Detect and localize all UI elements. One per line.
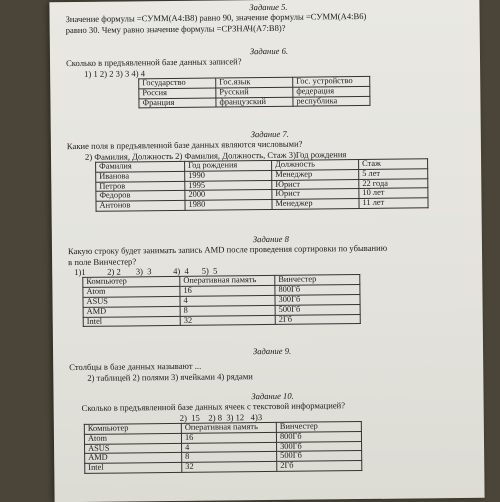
table-cell: Год рождения (185, 160, 272, 171)
table-cell: Юрист (272, 179, 359, 190)
task-8-title: Задание 8 (252, 233, 289, 245)
table-cell: ASUS (85, 443, 182, 454)
task-9-title: Задание 9. (252, 345, 292, 357)
task-8-line-1: Какую строку будет занимать запись AMD после проведения сортировки по убыванию (67, 243, 388, 257)
table-cell: 8 (180, 305, 275, 316)
table-cell: Компьютер (83, 277, 180, 288)
table-cell: Intel (85, 463, 182, 474)
table-cell: Федоров (96, 191, 185, 202)
task-5-line-1: Значение формулы =СУММ(A4:B8) равно 90, значение формулы =СУММ(A4:B6) (65, 11, 367, 25)
table-cell: 1980 (185, 200, 272, 211)
table-cell: Оперативная память (180, 276, 275, 287)
task-8-options: 1)1 2) 2 3) 3 4) 4 5) 5 (74, 265, 218, 277)
task-10-table (84, 421, 363, 474)
table-cell: Русский (216, 87, 293, 98)
table-cell: федерация (293, 86, 370, 97)
table-cell: Винчестер (275, 275, 360, 286)
task-7-question: Какие поля в предъявленной базе данных являются числовыми? (66, 138, 303, 152)
table-cell: 5 лет (359, 169, 428, 180)
table-cell: 10 лет (359, 188, 428, 199)
table-cell: 4 (182, 442, 277, 453)
task-10 (69, 388, 476, 474)
task-8 (68, 231, 475, 328)
table-cell: Стаж (359, 159, 428, 170)
task-9 (69, 343, 475, 383)
table-cell: 2Гб (277, 461, 362, 472)
table-cell: республика (293, 96, 370, 107)
task-9-question: Столбцы в базе данных называют ... (69, 361, 202, 373)
task-6-question: Сколько в предъявленной базе данных записей? (65, 56, 242, 69)
table-cell: Оперативная память (181, 422, 276, 433)
table-cell: Винчестер (276, 421, 361, 432)
table-cell: 500Гб (277, 451, 362, 462)
table-cell: 8 (182, 452, 277, 463)
table-cell: Intel (83, 316, 180, 327)
table-row (85, 461, 362, 474)
table-cell: Юрист (272, 189, 359, 200)
task-8-line-2: в поле Винчестер? (68, 255, 137, 267)
table-cell: Франция (139, 98, 216, 109)
table-cell: Гос. устройство (293, 76, 370, 87)
task-10-title: Задание 10. (251, 390, 294, 402)
table-cell: 800Гб (275, 285, 360, 296)
task-6-table (138, 76, 370, 109)
table-cell: Atom (83, 286, 180, 297)
table-cell: Менеджер (272, 169, 359, 180)
table-cell: Иванова (96, 171, 185, 182)
table-cell: Петров (96, 181, 185, 192)
table-cell: 32 (180, 315, 275, 326)
table-cell: французский (216, 97, 293, 108)
task-6-options: 1) 1 2) 2 3) 3 4) 4 (84, 67, 146, 79)
table-row (139, 96, 370, 108)
task-10-question: Сколько в предъявленной базе данных ячеек с текстовой информацией? (81, 400, 346, 414)
table-cell: 11 лет (359, 198, 428, 209)
table-cell: Должность (272, 159, 359, 170)
table-cell: Государство (139, 78, 216, 89)
worksheet-page (49, 0, 484, 502)
table-cell: 1995 (185, 180, 272, 191)
table-cell: 300Гб (277, 441, 362, 452)
task-5 (65, 0, 471, 35)
table-cell: Россия (139, 88, 216, 99)
task-5-line-2: равно 30. Чему равно значение формулы =СРЗНАЧ(A7:B8)? (65, 22, 286, 35)
table-cell: 4 (180, 295, 275, 306)
task-6-title: Задание 6. (249, 45, 289, 57)
task-9-options: 2) таблицей 2) полями 3) ячейками 4) рядами (87, 370, 253, 383)
table-cell: Фамилия (96, 161, 185, 172)
task-7-options: 2) Фамилия, Должность 2) Фамилия, Должность, Стаж 3)Год рождения (84, 148, 347, 162)
task-10-options: 2) 15 2) 8 3) 12 4)3 (179, 411, 263, 423)
table-row (83, 314, 360, 327)
task-7 (67, 126, 474, 212)
table-cell: 300Гб (275, 294, 360, 305)
table-cell: 32 (182, 462, 277, 473)
table-cell: 16 (180, 285, 275, 296)
table-cell: Антонов (96, 201, 185, 212)
table-cell: 2000 (185, 190, 272, 201)
table-row (96, 198, 428, 211)
table-cell: AMD (85, 453, 182, 464)
table-cell: Компьютер (84, 423, 181, 434)
table-cell: 16 (181, 432, 276, 443)
table-cell: Менеджер (272, 199, 359, 210)
task-6 (66, 43, 473, 110)
task-5-title: Задание 5. (249, 1, 288, 13)
task-8-table (82, 274, 361, 327)
table-cell: 800Гб (276, 431, 361, 442)
table-cell: Atom (84, 433, 181, 444)
table-cell: 2Гб (275, 314, 360, 325)
task-7-table (95, 158, 429, 212)
table-cell: 500Гб (275, 304, 360, 315)
task-7-title: Задание 7. (250, 128, 289, 140)
table-cell: 22 года (359, 178, 428, 189)
table-cell: AMD (83, 306, 180, 317)
table-cell: 1990 (185, 170, 272, 181)
table-cell: ASUS (83, 296, 180, 307)
table-cell: Гос.язык (216, 77, 293, 88)
